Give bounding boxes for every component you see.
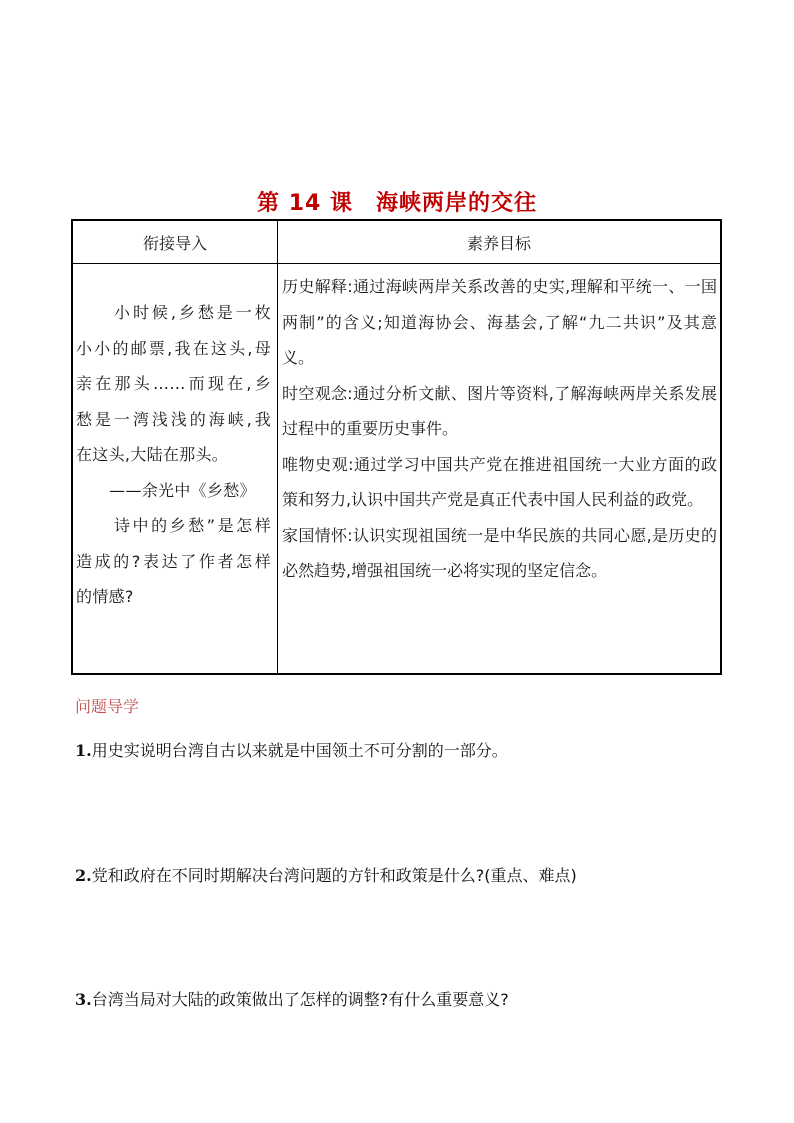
goal-patriotism: 家国情怀:认识实现祖国统一是中华民族的共同心愿,是历史的必然趋势,增强祖国统一必将实现的坚定信念。 bbox=[282, 525, 717, 580]
question-text: 台湾当局对大陆的政策做出了怎样的调整?有什么重要意义? bbox=[91, 990, 509, 1009]
intro-question-line: 的情感? bbox=[76, 587, 134, 606]
poem-line: 小时候,乡愁是一枚 bbox=[114, 303, 271, 322]
goal-spatiotemporal: 时空观念:通过分析文献、图片等资料,了解海峡两岸关系发展过程中的重要历史事件。 bbox=[282, 383, 717, 438]
section-heading: 问题导学 bbox=[75, 697, 140, 716]
poem-line: 在这头,大陆在那头。 bbox=[76, 445, 229, 464]
intro-table bbox=[71, 219, 722, 675]
goals-cell bbox=[278, 264, 722, 675]
intro-question-line: 诗中的乡愁”是怎样 bbox=[114, 516, 271, 535]
poem-line: 愁是一湾浅浅的海峡,我 bbox=[76, 409, 271, 429]
table-header-row bbox=[72, 220, 721, 264]
header-intro: 衔接导入 bbox=[72, 220, 278, 264]
goal-materialism: 唯物史观:通过学习中国共产党在推进祖国统一大业方面的政策和努力,认识中国共产党是真正代表中国人民利益的政党。 bbox=[282, 454, 717, 509]
intro-cell bbox=[72, 264, 278, 675]
goal-history-interpretation: 历史解释:通过海峡两岸关系改善的史实,理解和平统一、一国两制”的含义;知道海协会、海基会,了解“九二共识”及其意义。 bbox=[282, 277, 717, 367]
question-number: 2. bbox=[75, 866, 92, 885]
question-text: 党和政府在不同时期解决台湾问题的方针和政策是什么?(重点、难点) bbox=[91, 866, 577, 885]
question-number: 3. bbox=[75, 990, 92, 1009]
header-goals: 素养目标 bbox=[278, 220, 722, 264]
question-number: 1. bbox=[75, 741, 92, 760]
poem-line: 亲在那头……而现在,乡 bbox=[76, 374, 271, 393]
intro-question-line: 造成的?表达了作者怎样 bbox=[76, 551, 271, 571]
poem-line: 小小的邮票,我在这头,母 bbox=[76, 338, 271, 358]
poem-attribution: ——余光中《乡愁》 bbox=[109, 480, 256, 500]
question-text: 用史实说明台湾自古以来就是中国领土不可分割的一部分。 bbox=[91, 741, 508, 760]
page-title: 第 14 课 海峡两岸的交往 bbox=[257, 191, 537, 216]
question-3 bbox=[75, 987, 509, 1010]
question-1 bbox=[75, 738, 508, 761]
table-body-row bbox=[72, 264, 721, 675]
question-2 bbox=[75, 863, 577, 886]
